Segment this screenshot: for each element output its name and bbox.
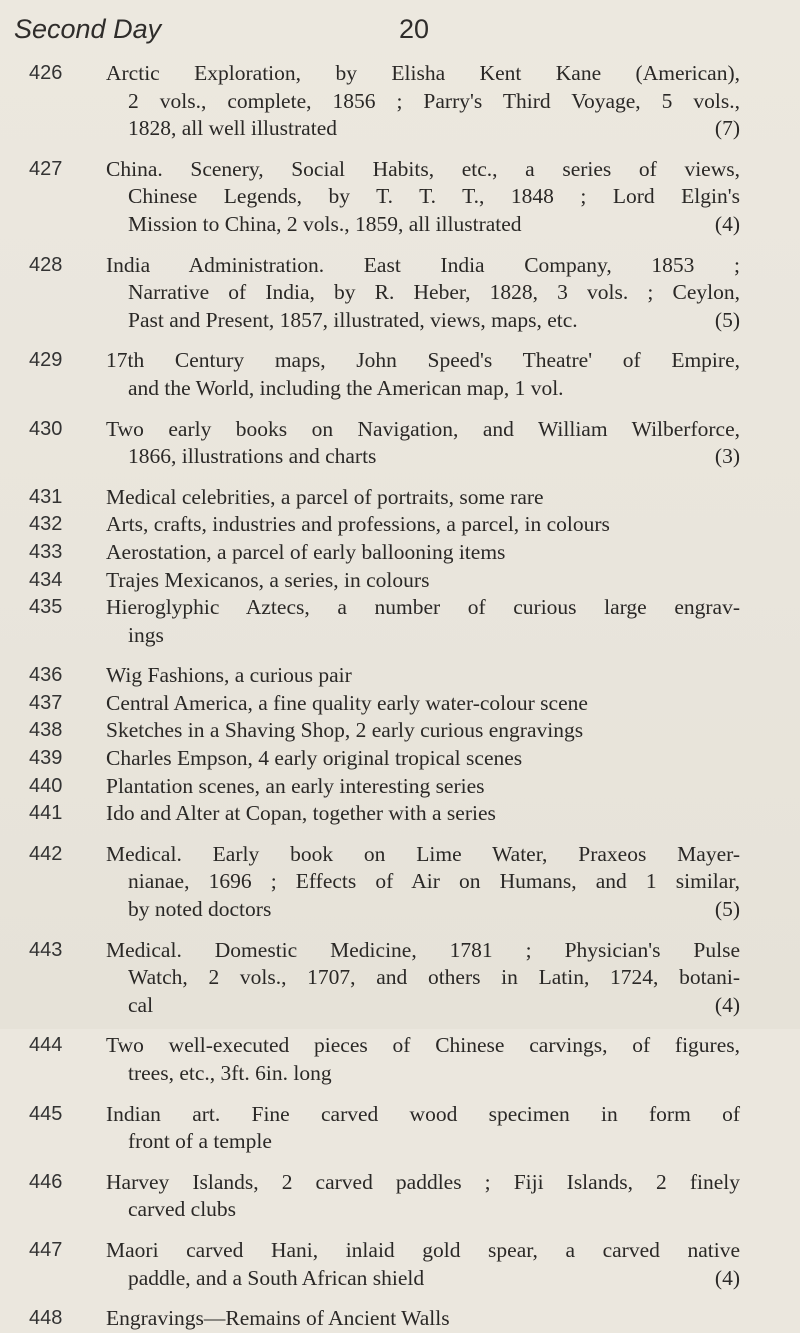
lot-line-text: Indian art. Fine carved wood specimen in form of xyxy=(106,1101,740,1126)
lot-line-text: Arctic Exploration, by Elisha Kent Kane (American), xyxy=(106,61,740,85)
lot-line-text: Wig Fashions, a curious pair xyxy=(106,663,352,688)
lot-description-line xyxy=(106,717,740,745)
lot-description-line xyxy=(106,964,740,992)
lot-line-text: Plantation scenes, an early interesting series xyxy=(106,773,485,798)
lot-entry xyxy=(0,800,800,828)
lot-number: 433 xyxy=(29,540,63,563)
lot-description-line xyxy=(106,443,740,471)
lot-description-line xyxy=(106,800,740,828)
lot-line-text: Chinese Legends, by T. T. T., 1848 ; Lord Elgin's xyxy=(128,184,740,209)
lot-entry xyxy=(0,567,800,595)
lot-entry xyxy=(0,60,800,143)
lot-count: (4) xyxy=(714,211,740,236)
lot-line-text: nianae, 1696 ; Effects of Air on Humans, and 1 similar, xyxy=(128,869,740,894)
lot-description-line xyxy=(106,992,740,1020)
lot-description-line xyxy=(106,156,740,184)
lot-line-text: Sketches in a Shaving Shop, 2 early curious engravings xyxy=(106,718,584,743)
lot-number: 432 xyxy=(29,513,63,536)
lot-description-line xyxy=(106,1305,740,1333)
lot-line-text: ings xyxy=(128,622,164,647)
lot-description-line xyxy=(106,1237,740,1265)
lot-description-line xyxy=(106,1265,740,1293)
lot-line-text: paddle, and a South African shield xyxy=(128,1265,425,1290)
lot-spacer xyxy=(0,1156,800,1169)
lot-line-text: and the World, including the American map, 1 vol. xyxy=(128,375,564,400)
lot-line-text: Arts, crafts, industries and professions, a parcel, in colours xyxy=(106,512,610,537)
lot-spacer xyxy=(0,471,800,484)
lot-description-line xyxy=(106,1032,740,1060)
lot-description-line xyxy=(106,307,740,335)
lot-description xyxy=(106,60,740,143)
lot-description-line xyxy=(106,183,740,211)
lot-count: (5) xyxy=(714,897,740,922)
lot-description-line xyxy=(106,115,740,143)
lot-number: 444 xyxy=(29,1034,63,1057)
lot-description xyxy=(106,1305,740,1333)
lot-line-text: Hieroglyphic Aztecs, a number of curious large engrav- xyxy=(106,595,740,620)
lot-number: 439 xyxy=(29,747,63,770)
lot-entry xyxy=(0,1101,800,1156)
lot-line-text: Central America, a fine quality early water-colour scene xyxy=(106,690,588,715)
lot-number: 436 xyxy=(29,664,63,687)
lot-description xyxy=(106,745,740,773)
lot-description-line xyxy=(106,211,740,239)
lot-number: 441 xyxy=(29,802,63,825)
lot-number: 427 xyxy=(29,157,63,180)
lot-line-text: Maori carved Hani, inlaid gold spear, a carved native xyxy=(106,1237,740,1262)
lot-description xyxy=(106,567,740,595)
lot-number: 428 xyxy=(29,253,63,276)
lot-entry xyxy=(0,539,800,567)
lot-count: (4) xyxy=(714,992,740,1017)
lot-line-text: cal xyxy=(128,992,154,1017)
lot-line-text: 17th Century maps, John Speed's Theatre' of Empire, xyxy=(106,348,740,373)
lot-description-line xyxy=(106,841,740,869)
lot-description-line xyxy=(106,1060,740,1088)
lot-spacer xyxy=(0,924,800,937)
lot-description-line xyxy=(106,622,740,650)
lot-line-text: Aerostation, a parcel of early ballooning items xyxy=(106,539,506,564)
page-header xyxy=(14,14,534,54)
lot-line-text: Narrative of India, by R. Heber, 1828, 3 vols. ; Ceylon, xyxy=(128,280,740,305)
lot-count: (4) xyxy=(714,1265,740,1290)
lot-number: 426 xyxy=(29,62,63,84)
lot-number: 430 xyxy=(29,417,63,440)
lot-description-line xyxy=(106,937,740,965)
lot-description-line xyxy=(106,868,740,896)
lot-description xyxy=(106,690,740,718)
lot-number: 447 xyxy=(29,1238,63,1261)
lot-entry xyxy=(0,937,800,1020)
lot-description-line xyxy=(106,511,740,539)
lot-line-text: Watch, 2 vols., 1707, and others in Latin, 1724, botani- xyxy=(128,965,740,990)
lot-line-text: India Administration. East India Company, 1853 ; xyxy=(106,252,740,277)
lot-description xyxy=(106,1237,740,1292)
lot-number: 446 xyxy=(29,1170,63,1193)
lot-line-text: front of a temple xyxy=(128,1129,272,1154)
lot-spacer xyxy=(0,143,800,156)
lot-description-line xyxy=(106,539,740,567)
lot-entry xyxy=(0,416,800,471)
lot-line-text: Two early books on Navigation, and William Wilberforce, xyxy=(106,416,740,441)
lot-description-line xyxy=(106,1101,740,1129)
lot-description-line xyxy=(106,279,740,307)
lot-entry xyxy=(0,745,800,773)
lot-entry xyxy=(0,347,800,402)
lot-number: 434 xyxy=(29,568,63,591)
lot-description xyxy=(106,800,740,828)
lot-entry xyxy=(0,156,800,239)
lot-entry xyxy=(0,717,800,745)
lot-count: (5) xyxy=(714,307,740,332)
lot-description xyxy=(106,841,740,924)
lot-entry xyxy=(0,1032,800,1087)
lot-number: 435 xyxy=(29,596,63,619)
lot-count: (3) xyxy=(714,444,740,469)
lot-description-line xyxy=(106,347,740,375)
lot-description-line xyxy=(106,484,740,512)
lot-line-text: carved clubs xyxy=(128,1197,237,1222)
lot-description-line xyxy=(106,594,740,622)
lot-spacer xyxy=(0,1292,800,1305)
lot-description xyxy=(106,1101,740,1156)
lot-description-line xyxy=(106,690,740,718)
lot-line-text: Medical. Early book on Lime Water, Praxeos Mayer- xyxy=(106,841,740,866)
lot-line-text: Medical celebrities, a parcel of portraits, some rare xyxy=(106,484,544,509)
lot-number: 431 xyxy=(29,485,63,508)
lot-description xyxy=(106,773,740,801)
lot-line-text: 1828, all well illustrated xyxy=(128,116,337,141)
lot-description xyxy=(106,252,740,335)
lot-description xyxy=(106,347,740,402)
lot-entry xyxy=(0,841,800,924)
lot-spacer xyxy=(0,334,800,347)
lot-line-text: 2 vols., complete, 1856 ; Parry's Third Voyage, 5 vols., xyxy=(128,88,740,113)
lot-entry xyxy=(0,594,800,649)
lot-description-line xyxy=(106,416,740,444)
lot-description-line xyxy=(106,896,740,924)
lot-description xyxy=(106,1169,740,1224)
lot-description xyxy=(106,594,740,649)
lot-description-line xyxy=(106,662,740,690)
lot-spacer xyxy=(0,403,800,416)
lot-description xyxy=(106,511,740,539)
lot-entry xyxy=(0,773,800,801)
lot-spacer xyxy=(0,828,800,841)
lot-entry xyxy=(0,690,800,718)
lot-number: 442 xyxy=(29,842,63,865)
lot-list xyxy=(0,60,800,1333)
lot-description-line xyxy=(106,567,740,595)
lot-number: 443 xyxy=(29,938,63,961)
lot-entry xyxy=(0,484,800,512)
lot-description xyxy=(106,937,740,1020)
lot-line-text: Two well-executed pieces of Chinese carvings, of figures, xyxy=(106,1033,740,1058)
lot-line-text: trees, etc., 3ft. 6in. long xyxy=(128,1061,332,1085)
running-title: Second Day xyxy=(14,14,162,44)
lot-spacer xyxy=(0,649,800,662)
lot-description-line xyxy=(106,1169,740,1197)
lot-description xyxy=(106,1032,740,1087)
lot-spacer xyxy=(0,1224,800,1237)
lot-number: 438 xyxy=(29,719,63,742)
lot-line-text: Harvey Islands, 2 carved paddles ; Fiji Islands, 2 finely xyxy=(106,1169,740,1194)
page-number: 20 xyxy=(399,14,430,44)
lot-line-text: Trajes Mexicanos, a series, in colours xyxy=(106,567,430,592)
lot-spacer xyxy=(0,1088,800,1101)
lot-count: (7) xyxy=(714,116,740,141)
lot-description xyxy=(106,662,740,690)
lot-line-text: Medical. Domestic Medicine, 1781 ; Physician's Pulse xyxy=(106,937,740,962)
lot-description-line xyxy=(106,252,740,280)
lot-description xyxy=(106,416,740,471)
lot-line-text: China. Scenery, Social Habits, etc., a series of views, xyxy=(106,156,740,181)
lot-description-line xyxy=(106,375,740,403)
lot-description-line xyxy=(106,1196,740,1224)
lot-line-text: 1866, illustrations and charts xyxy=(128,444,377,469)
lot-description-line xyxy=(106,745,740,773)
lot-spacer xyxy=(0,239,800,252)
lot-line-text: by noted doctors xyxy=(128,897,272,922)
lot-line-text: Mission to China, 2 vols., 1859, all illustrated xyxy=(128,211,522,236)
lot-description xyxy=(106,484,740,512)
lot-entry xyxy=(0,252,800,335)
lot-number: 440 xyxy=(29,774,63,797)
lot-number: 437 xyxy=(29,691,63,714)
lot-number: 429 xyxy=(29,349,63,372)
lot-description xyxy=(106,539,740,567)
lot-number: 445 xyxy=(29,1102,63,1125)
lot-description-line xyxy=(106,773,740,801)
lot-entry xyxy=(0,1305,800,1333)
lot-line-text: Past and Present, 1857, illustrated, views, maps, etc. xyxy=(128,307,578,332)
lot-entry xyxy=(0,511,800,539)
lot-entry xyxy=(0,1169,800,1224)
lot-description-line xyxy=(106,88,740,116)
lot-description xyxy=(106,717,740,745)
lot-line-text: Engravings—Remains of Ancient Walls xyxy=(106,1306,450,1331)
lot-line-text: Charles Empson, 4 early original tropical scenes xyxy=(106,746,523,771)
lot-number: 448 xyxy=(29,1307,63,1330)
lot-description xyxy=(106,156,740,239)
lot-entry xyxy=(0,1237,800,1292)
lot-description-line xyxy=(106,1128,740,1156)
lot-spacer xyxy=(0,1019,800,1032)
lot-description-line xyxy=(106,60,740,88)
lot-line-text: Ido and Alter at Copan, together with a series xyxy=(106,801,496,826)
lot-entry xyxy=(0,662,800,690)
